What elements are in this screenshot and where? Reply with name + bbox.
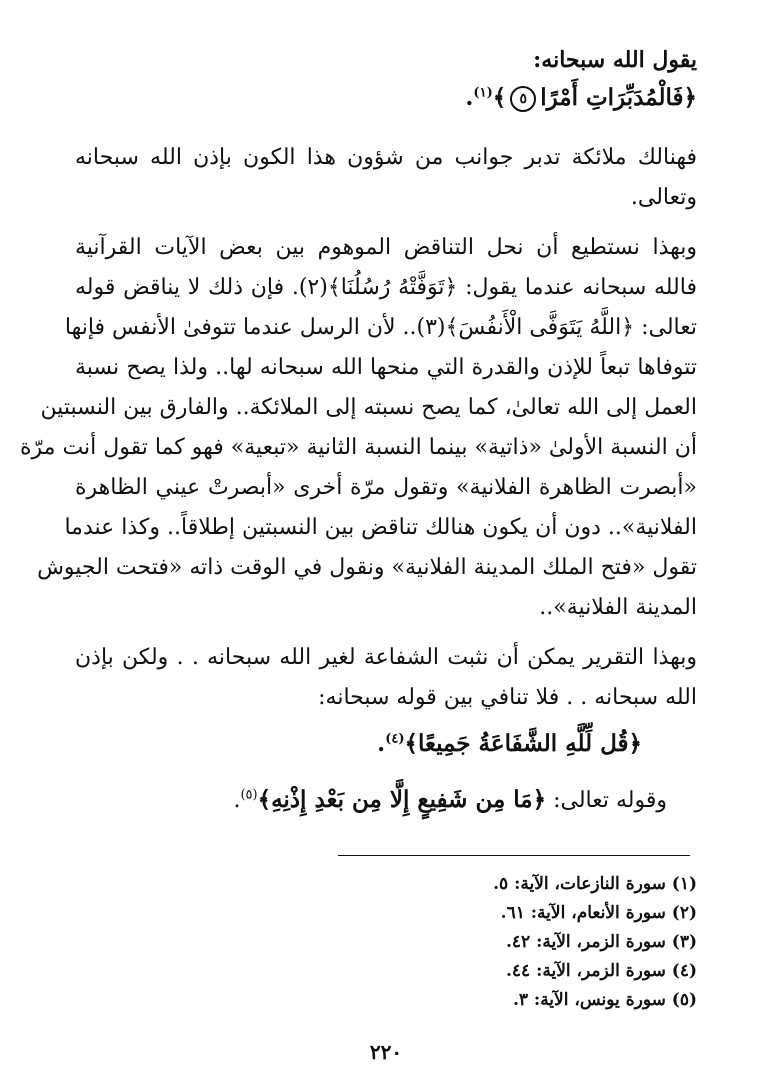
- p2-l8: الفلانية».. دون أن يكون هنالك تناقض بين النسبتين إطلاقاً.. وكذا عندما: [64, 515, 697, 540]
- p2-l3: تعالى: ﴿اللَّهُ يَتَوَفَّى الْأَنفُسَ﴾(٣).. لأن الرسل عندما تتوفىٰ الأنفس فإنها: [64, 315, 697, 340]
- paragraph-2-line-4: [75, 348, 697, 388]
- paragraph-2-line-7: [75, 468, 697, 508]
- verse-4-end: .: [377, 730, 386, 757]
- footnote-1: [493, 870, 697, 898]
- p2-l2: فالله سبحانه عندما يقول: ﴿تَوَفَّتْهُ رُسُلُنَا﴾(٢). فإن ذلك لا يناقض قوله: [75, 275, 697, 300]
- ayah-number: ٥: [519, 91, 527, 107]
- paragraph-2-line-1: [75, 228, 697, 268]
- verse-1-close: ﴾: [492, 84, 507, 111]
- p2-l9: تقول «فتح الملك المدينة الفلانية» ونقول في الوقت ذاته «فتحت الجيوش: [37, 555, 697, 580]
- p2-l5: العمل إلى الله تعالىٰ، كما يصح نسبته إلى الملائكة.. والفارق بين النسبتين: [40, 395, 697, 420]
- verse-1-text: ﴿فَالْمُدَبِّرَاتِ أَمْرًا: [540, 84, 697, 111]
- p2-l4: تتوفاها تبعاً للإذن والقدرة التي منحها الله سبحانه لها.. ولذا يصح نسبة: [75, 355, 697, 380]
- verse-5: [233, 780, 667, 820]
- page-number: ٢٢٠: [369, 1040, 403, 1064]
- footnote-ref-4: (٤): [385, 731, 405, 747]
- footnote-3: [506, 928, 697, 956]
- footnote-1-text: (١) سورة النازعات، الآية: ٥.: [493, 874, 697, 894]
- verse-4-text: ﴿قُل لِّلَّهِ الشَّفَاعَةُ جَمِيعًا﴾: [404, 730, 642, 757]
- p2-l6: أن النسبة الأولىٰ «ذاتية» بينما النسبة الثانية «تبعية» فهو كما تقول أنت مرّة: [20, 435, 697, 460]
- footnote-5: [513, 986, 697, 1014]
- paragraph-3-line-1: [75, 638, 697, 678]
- paragraph-2-line-8: [64, 508, 697, 548]
- footnote-2-text: (٢) سورة الأنعام، الآية: ٦١.: [500, 903, 697, 923]
- paragraph-2-line-9: [37, 548, 697, 588]
- p1-l2: وتعالى.: [630, 185, 697, 210]
- paragraph-1-line-2: [631, 178, 697, 218]
- p2-l7: «أبصرت الظاهرة الفلانية» وتقول مرّة أخرى «أبصرتْ عيني الظاهرة: [75, 475, 697, 500]
- verse-5-end: .: [233, 788, 241, 813]
- p3-l1: وبهذا التقرير يمكن أن نثبت الشفاعة لغير الله سبحانه . . ولكن بإذن: [75, 645, 697, 670]
- p1-l1: فهنالك ملائكة تدبر جوانب من شؤون هذا الكون بإذن الله سبحانه: [75, 145, 697, 170]
- paragraph-2-line-10: [539, 588, 697, 628]
- paragraph-1-line-1: [75, 138, 697, 178]
- footnote-divider: [338, 855, 690, 856]
- paragraph-2-line-2: [75, 268, 697, 308]
- footnote-3-text: (٣) سورة الزمر، الآية: ٤٢.: [505, 932, 697, 952]
- p3-l2: الله سبحانه . . فلا تنافي بين قوله سبحانه:: [318, 685, 697, 710]
- intro-label-text: يقول الله سبحانه:: [533, 47, 697, 73]
- ayah-number-icon: [510, 86, 536, 112]
- footnote-2: [501, 899, 697, 927]
- footnote-4-text: (٤) سورة الزمر، الآية: ٤٤.: [505, 961, 697, 981]
- paragraph-2-line-6: [20, 428, 697, 468]
- footnote-ref-1: (١): [473, 85, 493, 101]
- paragraph-2-line-3: [64, 308, 697, 348]
- p2-l10: المدينة الفلانية»..: [539, 595, 697, 620]
- paragraph-3-line-2: [318, 678, 697, 718]
- intro-label: [533, 40, 697, 80]
- verse-5-prefix: وقوله تعالى:: [553, 788, 667, 813]
- paragraph-2-line-5: [40, 388, 697, 428]
- verse-4: [377, 724, 642, 764]
- footnote-4: [506, 957, 697, 985]
- p2-l1: وبهذا نستطيع أن نحل التناقض الموهوم بين بعض الآيات القرآنية: [75, 235, 697, 260]
- verse-5-text: ﴿مَا مِن شَفِيعٍ إِلَّا مِن بَعْدِ إِذْنِهِ﴾: [257, 786, 547, 813]
- verse-1: ﴿فَالْمُدَبِّرَاتِ أَمْرًا٥﴾$^{(١)}$.: [465, 84, 697, 111]
- footnote-ref-5: (٥): [240, 787, 258, 803]
- footnote-5-text: (٥) سورة يونس، الآية: ٣.: [512, 990, 697, 1010]
